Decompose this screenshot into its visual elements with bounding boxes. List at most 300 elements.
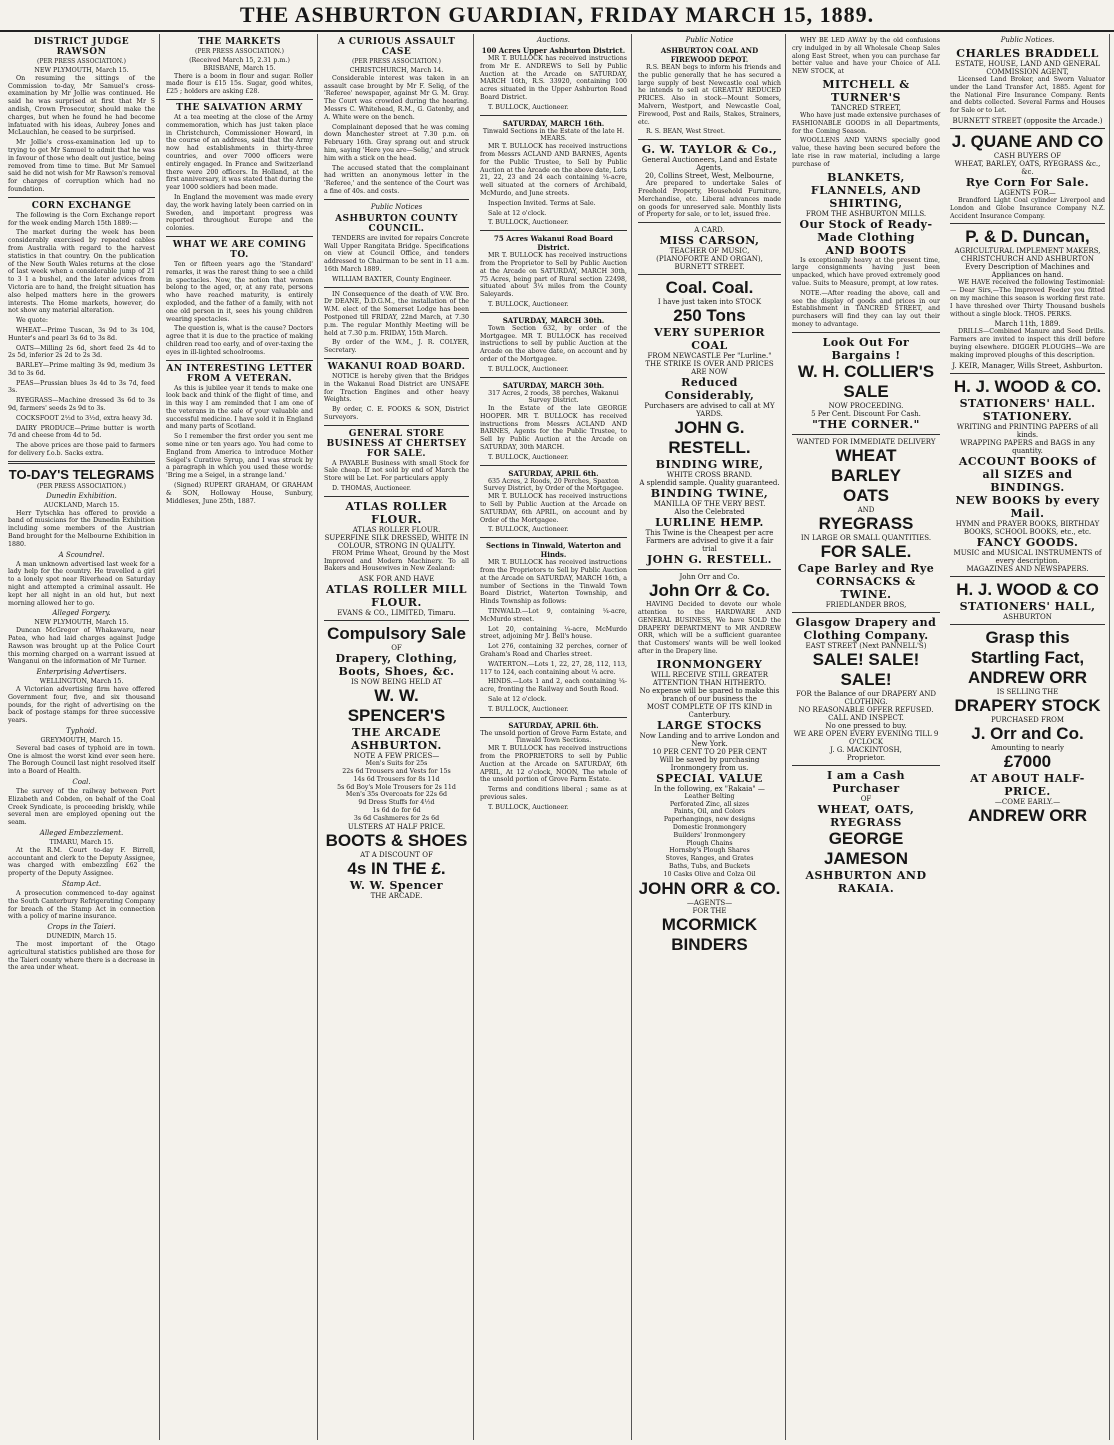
andrew-orr-name: ANDREW ORR — [968, 667, 1087, 687]
wood-line: WRITING and PRINTING PAPERS of all kinds. — [956, 422, 1099, 439]
coal-line: Purchasers are advised to call at MY YARDS. — [644, 402, 775, 419]
telegram-body: A man unknown advertised last week for a lady help for the country. He travelled a girl to a lonely spot near Riverhead on Saturday night and attempted a criminal assault. He kept her all night in an old hut, but next morning allowed her to go. — [8, 560, 155, 607]
for-sale-line: FOR SALE. — [820, 541, 912, 561]
coal-ad — [638, 278, 781, 566]
taylor-address: 20, Collins Street, West, Melbourne, — [644, 172, 775, 181]
divider — [166, 360, 313, 361]
woollen-line: WOOLLENS AND YARNS specially good value, these having been secured before the late rise in raw material, including a large purchase of — [792, 137, 940, 168]
quane-line: Brandford Light Coal cylinder Liverpool and London and Globe Insurance Company N.Z. Accident Insurance Company. — [950, 196, 1105, 220]
collier-name: W. H. COLLIER'S SALE — [797, 361, 935, 401]
ironmongery-heading: IRONMONGERY — [656, 657, 763, 671]
jameson-ad — [792, 769, 940, 895]
judge-paragraph-1: On resuming the sittings of the Commission to-day, Mr Samuel's cross-examination by Mr Jollie was continued. He said he was surprised at first that Mr S andish, Crown Prosecutor, should make the charges, but when he found he had become infatuated with his ideas, Aubrey Jones and McLauchlan, he ceased to be surprised. — [8, 74, 155, 137]
divider — [792, 434, 940, 435]
auction-time: Sale at 12 o'clock. — [488, 696, 547, 703]
of-line: OF — [860, 794, 872, 803]
telegram-title: A Scoundrel. — [58, 550, 105, 559]
wakanui-signature: By order, C. E. FOOKS & SON, District Surveyors. — [324, 406, 469, 421]
coming-to-heading: WHAT WE ARE COMING TO. — [172, 239, 307, 260]
card-address: BURNETT STREET. — [674, 263, 745, 272]
auction-heading: 75 Acres Wakanui Road Board District. — [494, 234, 613, 253]
atlas-mill: ATLAS ROLLER MILL FLOUR. — [326, 583, 467, 610]
duncan-line: AGRICULTURAL IMPLEMENT MAKERS, — [954, 247, 1101, 256]
mitchell-street: TANCRED STREET, — [831, 103, 901, 112]
mitchell-body: Who have just made extensive purchases of FASHIONABLE GOODS in all Departments, for the Coming Season. — [792, 111, 940, 135]
store-body: A PAYABLE Business with small Stock for Sale cheap. If not sold by end of March the Store will be Let. For particulars apply — [324, 459, 469, 483]
public-notice-label: Public Notice — [685, 36, 734, 44]
wood-line: MUSIC and MUSICAL INSTRUMENTS of every description. — [953, 548, 1102, 565]
column-3 — [320, 34, 474, 1440]
boots-line-3: AT A DISCOUNT OF — [360, 850, 433, 859]
coming-paragraph-2: The question is, what is the cause? Doctors agree that it is due to the practice of making children read too early, and of over-taxing the eyes in ill-lighted schoolrooms. — [166, 325, 313, 356]
j-orr-line: J. Orr and Co. — [971, 723, 1084, 743]
telegrams-subhead: (PER PRESS ASSOCIATION.) — [37, 482, 126, 490]
divider — [480, 537, 627, 538]
telegram-title: Alleged Forgery. — [52, 609, 111, 618]
coal-depot-signature: R. S. BEAN, West Street. — [646, 128, 726, 136]
orr-label: John Orr and Co. — [679, 573, 740, 582]
telegram-item — [8, 492, 155, 549]
corner-line: "THE CORNER." — [812, 417, 920, 431]
taylor-line: General Auctioneers, Land and Estate Agents, — [641, 156, 778, 173]
telegram-item — [8, 880, 155, 921]
special-item: Plough Chains — [686, 839, 733, 847]
store-signature: D. THOMAS, Auctioneer. — [332, 485, 412, 493]
braddell-body: Licensed Land Broker, and Sworn Valuator under the Land Transfer Act, 1885. Agent for the National Fire Insurance Company. Rents and debts collected. Several Farms and Houses for Sale or to Let. — [950, 76, 1105, 115]
cape-line: Cape Barley and Rye — [797, 561, 935, 575]
glasgow-name: Glasgow Drapery and Clothing Company. — [795, 615, 937, 642]
wheat-line: WHEAT — [835, 445, 897, 465]
masthead — [0, 0, 1114, 32]
judge-paragraph-2: Mr Jollie's cross-examination led up to trying to get Mr Samuel to admit that he was in favour of those who dealt out justice, being removed from time to time. But Mr Samuel said he did not wish for Mr Rawson's removal for charges of corruption which had no foundation. — [8, 139, 155, 193]
auction-lot: Lot 20, containing ¼-acre, McMurdo street, adjoining Mr J. Bell's house. — [480, 625, 627, 641]
auction-body: MR T. BULLOCK has received instructions from the Proprietor to Sell by Public Auction at the Arcade on SATURDAY, MARCH 30th, 75 Acres, being part of Rural section 22498, situated about 3¼ miles from the County Saleyards. — [480, 252, 627, 299]
special-item: Paperhangings, new designs — [663, 816, 756, 824]
divider — [638, 274, 781, 275]
council-heading: ASHBURTON COUNTY COUNCIL. — [335, 213, 458, 234]
stock-note: NOTE.—After reading the above, call and see the display of goods and prices in our Establishment in TANCRED STREET, and purchasers will find they can lay out their money to advantage. — [792, 289, 940, 328]
coming-paragraph-1: Ten or fifteen years ago the 'Standard' remarks, it was the rarest thing to see a child in spectacles. Now, the notion that women belong to the aged, or, at any rate, persons who have reached maturity, is entirely exploded, and the father of a family, with not one old person in it, sees his young children wearing spectacles. — [166, 260, 313, 323]
wood-line: WRAPPING PAPERS and BAGS in any quantity. — [960, 438, 1095, 455]
coal-line: VERY SUPERIOR COAL — [653, 326, 766, 353]
divider — [638, 222, 781, 223]
sale-line: SALE! SALE! SALE! — [812, 649, 920, 689]
divider — [324, 620, 469, 621]
auction-signature: T. BULLOCK, Auctioneer. — [488, 300, 569, 308]
restell-line: A splendid sample. Quality guaranteed. — [639, 479, 780, 488]
wood-line: NEW BOOKS by every Mail. — [955, 493, 1100, 520]
special-item: Hornsby's Plough Shares — [669, 847, 750, 855]
quote-heading: We quote: — [16, 317, 48, 325]
divider — [166, 236, 313, 237]
coal-line: Reduced Considerably, — [664, 376, 755, 403]
blankets-line: BLANKETS, FLANNELS, AND SHIRTING, — [810, 170, 922, 210]
atlas-subhead: ATLAS ROLLER FLOUR. — [352, 525, 441, 534]
comp-line-3: Drapery, Clothing, — [335, 652, 458, 666]
wood-line: HYMN and PRAYER BOOKS, BIRTHDAY BOOKS, SCHOOL BOOKS, etc., etc. — [955, 519, 1100, 536]
divider — [324, 199, 469, 200]
restell-line: BINDING WIRE, — [655, 458, 764, 472]
stock-body: Is exceptionally heavy at the present time, large consignments having just been unpacked, which have proved extremely good value. Suits to Measure, prompt, at low rates. — [792, 256, 940, 287]
auction-date: SATURDAY, APRIL 6th. — [508, 468, 599, 478]
card-sub: TEACHER OF MUSIC, — [669, 247, 750, 256]
auction-lot: WATERTON.—Lots 1, 22, 27, 28, 112, 113, 117 to 124, each containing about ¼ acre. — [480, 660, 627, 676]
wakanui-heading: WAKANUI ROAD BOARD. — [327, 361, 466, 372]
duncan-ad — [950, 227, 1105, 369]
duncan-signature: J. KEIR, Manager, Wills Street, Ashburton. — [952, 361, 1103, 370]
auction-body: In the Estate of the late GEORGE HOOPER. MR T. BULLOCK has received instructions from Messrs ACLAND AND BARNES, Agents for the Public Trustee, to Sell by Public Auction at the Arcade on SATURDAY, 30th MARCH. — [480, 405, 627, 452]
mackintosh-line: J. G. MACKINTOSH, — [830, 745, 902, 754]
wakanui-body: NOTICE is hereby given that the Bridges in the Wakanui Road District are UNSAFE for Traction Engines and other heavy Weights. — [324, 372, 469, 404]
auction-date: SATURDAY, MARCH 16th. — [502, 118, 605, 128]
wanted-line: WANTED FOR IMMEDIATE DELIVERY — [796, 437, 936, 446]
restell-name: JOHN G. RESTELL. — [646, 553, 773, 567]
iron-line: 10 PER CENT TO 20 PER CENT — [652, 747, 767, 756]
comp-line-4: Boots, Shoes, &c. — [338, 665, 455, 679]
telegram-item — [8, 923, 155, 972]
divider — [480, 717, 627, 718]
auction-body: MR T. BULLOCK has received instructions from Mr E. ANDREWS to Sell by Public Auction at the Arcade on SATURDAY, MARCH 16th, R.S. 33920, containing 100 acres situated in the Upper Ashburton Road Board District. — [480, 55, 627, 101]
wood2-line: ASHBURTON — [1003, 612, 1052, 621]
special-item: Perforated Zinc, all sizes — [669, 800, 750, 808]
divider — [950, 223, 1105, 224]
divider — [166, 99, 313, 100]
auction-heading: 100 Acres Upper Ashburton District. — [481, 46, 626, 55]
coal-line: I have just taken into STOCK — [657, 298, 762, 307]
duncan-body: DRILLS—Combined Manure and Seed Drills. Farmers are invited to inspect this drill before buying elsewhere. DIGGER PLOUGHS—We are making improved ploughs of this description. — [950, 328, 1105, 359]
restell-line: MANILLA OF THE VERY BEST. — [653, 500, 766, 509]
telegram-dateline: AUCKLAND, March 15. — [43, 501, 120, 509]
iron-line: Will be saved by purchasing Ironmongery from us. — [659, 755, 760, 772]
auction-heading: Sections in Tinwald, Waterton and Hinds. — [485, 541, 622, 560]
wood-ad — [950, 377, 1105, 573]
telegram-body: A Victorian advertising firm have offered Government four, five, and six thousand pounds, for the right of advertising on the back of postage stamps for three successive years. — [8, 686, 155, 725]
atlas-line: SUPERFINE SILK DRESSED, WHITE IN COLOUR, STRONG IN QUALITY. — [324, 533, 469, 550]
telegram-dateline: NEW PLYMOUTH, March 15. — [34, 619, 129, 627]
telegram-body: At the R.M. Court to-day F. Birrell, accountant and clerk to the Deputy Assignee, was charged with embezzling £62 the property of the Deputy Assignee. — [8, 846, 155, 878]
restell-line: This Twine is the Cheapest per acre Farmers are advised to give it a fair trial — [645, 529, 774, 554]
auction-date: SATURDAY, MARCH 30th. — [502, 380, 605, 390]
auction-body: MR T. BULLOCK has received instructions from the Proprietors to Sell by Public Auction at the Arcade on SATURDAY, MARCH 16th, a number of Sections in the Tinwald Town Board District, Waterton Township, and Hinds Township as follows: — [480, 559, 627, 606]
wood-line: STATIONERS' HALL. — [959, 396, 1096, 410]
telegram-title: Enterprising Advertisers. — [36, 668, 127, 677]
auction-date: SATURDAY, APRIL 6th. — [508, 720, 599, 730]
open-line: WE ARE OPEN EVERY EVENING TILL 9 O'CLOCK — [793, 729, 939, 746]
wood-line: MAGAZINES AND NEWSPAPERS. — [966, 564, 1089, 573]
auction-signature: T. BULLOCK, Auctioneer. — [488, 526, 569, 534]
glasgow-ad — [792, 616, 940, 762]
mitchell-name: MITCHELL & TURNER'S — [822, 77, 910, 104]
quane-line: WHEAT, BARLEY, OATS, RYEGRASS &c., &c. — [954, 159, 1101, 176]
iron-line: WILL RECEIVE STILL GREATER ATTENTION THAN HITHERTO. — [651, 670, 768, 687]
iron-line: MOST COMPLETE OF ITS KIND in Canterbury. — [646, 702, 773, 719]
army-paragraph-1: At a tea meeting at the close of the Army commemoration, which has just taken place in Christchurch, Commissioner Howard, in the course of an address, said that the Army now had establishments in thirty-three countries, and over 7000 officers were entirely engaged. In France and Switzerland there were 200 officers. In Holland, at the first anniversary, it was stated that during the year 1000 soldiers had been made. — [166, 113, 313, 192]
telegrams-heading: TO-DAY'S TELEGRAMS — [8, 466, 155, 482]
telegram-item — [8, 778, 155, 827]
markets-subhead: (PER PRESS ASSOCIATION.) — [195, 48, 284, 55]
auction-subhead: The unsold portion of Grove Farm Estate, and Tinwald Town Sections. — [480, 729, 627, 745]
council-signature: WILLIAM BAXTER, County Engineer. — [332, 275, 452, 283]
special-item: Paints, Oil, and Colors — [673, 808, 746, 816]
auction-signature: T. BULLOCK, Auctioneer. — [488, 219, 569, 227]
quote-line: DAIRY PRODUCE—Prime butter is worth 7d and cheese from 4d to 5d. — [8, 424, 155, 440]
quane-line: CASH BUYERS OF — [993, 151, 1062, 160]
special-item: Domestic Ironmongery — [672, 823, 747, 831]
wood2-line: STATIONERS' HALL, — [959, 599, 1096, 613]
special-sub: In the following, ex "Rakaia" — — [654, 784, 765, 793]
divider — [480, 312, 627, 313]
price-item: 14s 6d Trousers for 8s 11d — [353, 775, 440, 783]
mitchell-top: WHY BE LED AWAY by the old confusions cry indulged in by all Wholesale Cheap Sales along East Street, when you can purchase far better value and have your Choice of ALL NEW STOCK, at — [792, 37, 940, 76]
divider — [480, 465, 627, 466]
assault-paragraph-1: Considerable interest was taken in an assault case brought by Mr F. Selig, of the 'Referee' newspaper, against Mr G. M. Gray. The Court was crowded during the hearing. Messrs C. Whitehead, R.M., G. Gatenby, and A. White were on the bench. — [324, 74, 469, 121]
braddell-name: CHARLES BRADDELL — [956, 47, 1099, 60]
telegram-body: Duncan McGregor of Whakawaru, near Patea, who had laid charges against Judge Rawson was brought up at the Police Court this morning charged on a warrant issued at Wanganui on the information of Mr Turner. — [8, 627, 155, 666]
wide-ad-column — [788, 34, 944, 1440]
telegram-body: The most important of the Otago agricultural statistics published are those for the Taieri county where there is a decrease in the area under wheat. — [8, 940, 155, 972]
divider — [638, 139, 781, 140]
auctions-label: Auctions. — [536, 36, 571, 44]
boots-line-1: ULSTERS AT HALF PRICE. — [347, 822, 446, 831]
telegram-dateline: GREYMOUTH, March 15. — [40, 736, 123, 744]
atlas-flour-ad — [324, 500, 469, 617]
restell-line: WHITE CROSS BRAND. — [666, 471, 753, 480]
half-price-line: AT ABOUT HALF-PRICE. — [970, 771, 1085, 798]
duncan-body: WE HAVE received the following Testimonial:— Dear Sirs,—The Improved Feeder you fitted on my machine this season is working first rate. I have threshed over Thirty Thousand bushels without a single block. THOS. PERKS. — [950, 279, 1105, 318]
collier-ad — [792, 336, 940, 431]
coal-depot-body: R.S. BEAN begs to inform his friends and the public generally that he has secured a large supply of best Newcastle coal which he intends to sell at GREATLY REDUCED PRICES. Also in stock—Mount Somers, Malvern, Westport, and Newcastle Coal, Firewood, Post and Rails, Stakes, Strainers, etc. — [638, 64, 781, 126]
divider — [480, 377, 627, 378]
braddell-ad — [950, 47, 1105, 125]
ryegrass-line: RYEGRASS — [818, 513, 914, 533]
coal-line: FROM NEWCASTLE Per "Lurline." — [647, 352, 772, 361]
cash-line: I am a Cash Purchaser — [826, 768, 906, 795]
divider — [8, 461, 155, 464]
price-item: 9d Dress Stuffs for 4½d — [358, 799, 435, 807]
comp-line-7: THE ARCADE — [352, 726, 441, 740]
telegram-title: Dunedin Exhibition. — [46, 491, 117, 500]
stock-line-1: Our Stock of Ready-Made Clothing — [799, 217, 933, 244]
auction-subhead: 317 Acres, 2 roods, 38 perches, Wakanui Survey District. — [488, 389, 619, 405]
quane-name: J. QUANE AND CO — [951, 131, 1104, 151]
telegram-title: Crops in the Taieri. — [47, 923, 116, 932]
oats-line: OATS — [843, 485, 889, 505]
telegram-title: Coal. — [72, 777, 91, 786]
masthead-title: THE ASHBURTON GUARDIAN, FRIDAY MARCH 15, 1889. — [239, 2, 875, 27]
masonic-notice: IN Consequence of the death of V.W. Bro. Dr DEANE, D.D.G.M., the installation of the W.M. elect of the Somerset Lodge has been Postponed till FRIDAY, 22nd March, at 7.30 p.m. The regular Monthly Meeting will be held at 7.30 p.m. FRIDAY, 15th March. — [324, 290, 469, 337]
quane-line: Rye Corn For Sale. — [965, 175, 1090, 189]
pounds-line: £7000 — [1003, 751, 1052, 771]
quote-line: BARLEY—Prime malting 3s 9d, medium 3s 3d to 3s 6d. — [8, 362, 155, 377]
divider — [950, 373, 1105, 374]
markets-dateline: BRISBANE, March 15. — [203, 64, 276, 72]
rakaia-line: ASHBURTON AND RAKAIA. — [805, 868, 927, 895]
atlas-body: FROM Prime Wheat, Ground by the Most Improved and Modern Machinery. To all Bakers and Housewives in New Zealand: — [324, 549, 469, 573]
duncan-line: Every Description of Machines and Appliances on hand. — [965, 263, 1090, 280]
orr-body: HAVING Decided to devote our whole attention to the HARDWARE AND GENERAL BUSINESS, We have SOLD the DRAPERY DEPARTMENT to MR ANDREW ORR, which will be a sufficient guarantee that Customers' wants will be well looked after in the Drapery line. — [638, 601, 781, 655]
divider — [480, 230, 627, 231]
quote-line: RYEGRASS—Machine dressed 3s 6d to 3s 9d, farmers' seeds 2s 9d to 3s. — [8, 397, 155, 413]
boots-line-4: 4s IN THE £. — [347, 858, 446, 878]
newspaper-page — [4, 34, 1110, 1440]
comp-line-1: Compulsory Sale — [327, 624, 466, 644]
assault-subhead: (PER PRESS ASSOCIATION.) — [352, 58, 441, 65]
auction-time: Sale at 12 o'clock. — [488, 209, 547, 217]
card-name: MISS CARSON, — [659, 234, 760, 248]
discount-line: 5 Per Cent. Discount For Cash. — [811, 409, 921, 418]
quote-line: COCKSFOOT 2½d to 3½d, extra heavy 3d. — [16, 414, 153, 422]
iron-line: LARGE STOCKS — [657, 718, 762, 732]
judge-subhead: (PER PRESS ASSOCIATION.) — [37, 58, 126, 65]
special-item: Leather Belting — [684, 792, 735, 800]
telegram-dateline: TIMARU, March 15. — [49, 838, 114, 846]
taylor-ad — [638, 143, 781, 219]
auction-body: MR T. BULLOCK has received instructions to Sell by Public Auction at the Arcade on SATURDAY, 6th APRIL, on account and by Order of the Mortgagee. — [480, 493, 627, 524]
quote-line: OATS—Milling 2s 6d, short feed 2s 4d to 2s 5d, inferior 2s 2d to 2s 3d. — [8, 344, 155, 360]
orr-big: JOHN ORR & CO. — [638, 878, 781, 898]
come-early-line: —COME EARLY.— — [994, 797, 1061, 806]
quote-line: PEAS—Prussian blues 3s 4d to 3s 7d, feed 3s. — [8, 379, 155, 395]
bargain-line: Look Out For Bargains ! — [822, 335, 910, 362]
boots-line-2: BOOTS & SHOES — [325, 830, 468, 850]
price-item: 1s 6d do for 6d — [372, 807, 421, 815]
refused-line: NO REASONABLE OFFER REFUSED. — [798, 705, 934, 714]
cornsacks-line: CORNSACKS & TWINE. — [816, 574, 916, 601]
auction-date: SATURDAY, MARCH 30th. — [502, 315, 605, 325]
agents-line: FOR THE — [692, 906, 727, 915]
quote-footer: The above prices are those paid to farmers for delivery f.o.b. Sacks extra. — [8, 442, 155, 458]
restell-name: JOHN G. RESTELL. — [668, 418, 751, 458]
wood-ad-2 — [950, 580, 1105, 621]
markets-received: (Received March 15, 2.31 p.m.) — [189, 57, 290, 64]
store-heading: GENERAL STORE BUSINESS AT CHERTSEY FOR SALE. — [326, 428, 467, 459]
assault-paragraph-3: The accused stated that the complainant had written an anonymous letter in the 'Referee,' and the sentence of the Court was a fine of 40s. and costs. — [324, 164, 469, 195]
comp-line-8: ASHBURTON. — [351, 739, 442, 753]
auction-body: Town Section 632, by order of the Mortgagee. MR T. BULLOCK has received instructions to sell by public Auction at the Arcade on the above date, on account and by order of the Mortgagee. — [480, 324, 627, 363]
restell-line: Also the Celebrated — [674, 508, 745, 517]
grasp-line: Grasp this Startling Fact, — [970, 627, 1085, 667]
jameson-name: GEORGE JAMESON — [823, 828, 909, 868]
duncan-name: P. & D. Duncan, — [965, 227, 1090, 247]
divider — [8, 197, 155, 198]
divider — [324, 496, 469, 497]
auction-lot: TINWALD.—Lot 9, containing ¼-acre, McMurdo street. — [480, 608, 627, 623]
telegram-title: Stamp Act. — [61, 879, 102, 888]
auction-signature: T. BULLOCK, Auctioneer. — [488, 103, 569, 111]
boots-line-6: THE ARCADE. — [370, 891, 423, 900]
divider — [324, 425, 469, 426]
divider — [638, 569, 781, 570]
coal-tons: 250 Tons — [673, 306, 746, 326]
price-item: Men's Suits for 25s — [365, 760, 428, 768]
special-item: Baths, Tubs, and Buckets — [668, 862, 751, 870]
music-card-ad — [638, 226, 781, 271]
telegram-item — [8, 609, 155, 666]
duncan-line: CHRISTCHURCH AND ASHBURTON — [961, 255, 1094, 264]
blankets-sub: FROM THE ASHBURTON MILLS. — [805, 209, 927, 218]
glasgow-street: EAST STREET (Next PANNELL'S) — [805, 641, 927, 650]
auction-body: MR T. BULLOCK has received instructions from Messrs ACLAND AND BARNES, Agents for the Public Trustee, to Sell by Public Auction at the Arcade on the above date, Lots 21, 22, 23 and 24 each containing ¼-acre, well situated at the corners of Archibald, McMurdo, and June streets. — [480, 143, 627, 197]
proprietor-line: Proprietor. — [846, 753, 886, 762]
auction-signature: T. BULLOCK, Auctioneer. — [488, 453, 569, 461]
corn-paragraph-2: The market during the week has been considerably exercised by repeated cables from Australia with regard to the harvest statistics in that country. On the publication of the New South Wales returns at the close of last week when a considerable jump of 21 to 3 1 a bushel, and the later advices from Victoria are to hand, the freight situation has also helped matters here in the growers interests. The Home markets, however, do not show any material alteration. — [8, 229, 155, 315]
restell-line: LURLINE HEMP. — [655, 516, 764, 530]
public-notices-label: Public Notices. — [1000, 36, 1055, 44]
corn-exchange-heading: CORN EXCHANGE — [31, 200, 132, 211]
quote-line: WHEAT—Prime Tuscan, 3s 9d to 3s 10d, Hunter's and pearl 3s 6d to 3s 8d. — [8, 326, 155, 342]
quane-ad — [950, 132, 1105, 220]
letter-paragraph-2: So I remember the first order you sent me some nine or ten years ago. You had come to England from America to introduce Mother Seigel's Curative Syrup, and I was struck by a paragraph in which you used these words: 'Bring me a Seigel, in a strange land.' — [166, 433, 313, 480]
card-sub2: (PIANOFORTE AND ORGAN), — [656, 255, 763, 264]
andrew-orr-ad — [950, 628, 1105, 826]
telegram-dateline: WELLINGTON, March 15. — [39, 678, 124, 686]
comp-line-5: IS NOW BEING HELD AT — [350, 678, 443, 687]
mccormick-binders: MCORMICK BINDERS — [661, 914, 758, 954]
masonic-signature: By order of the W.M., J. R. COLYER, Secretary. — [324, 339, 469, 355]
letter-signature: (Signed) RUPERT GRAHAM, Of GRAHAM & SON, Holloway House, Sunbury, Middlesex, June 25th, 1887. — [166, 482, 313, 505]
divider — [950, 576, 1105, 577]
divider — [324, 287, 469, 288]
divider — [792, 612, 940, 613]
auction-signature: T. BULLOCK, Auctioneer. — [488, 705, 569, 713]
atlas-ask: ASK FOR AND HAVE — [358, 575, 435, 584]
special-item: Builders' Ironmongery — [673, 831, 746, 839]
auction-lot: Lot 276, containing 32 perches, corner of Graham's Road and Charles street. — [480, 643, 627, 659]
balance-line: FOR the Balance of our DRAPERY AND CLOTHING. — [795, 689, 937, 706]
council-body: TENDERS are invited for repairs Concrete Wall Upper Rangitata Bridge. Specifications on view at Council Office, and tenders addressed to Chairman to be sent in 11 a.m. 16th March 1889. — [324, 234, 469, 273]
comp-line-6: W. W. SPENCER'S — [347, 686, 446, 726]
selling-line: IS SELLING THE — [996, 687, 1059, 696]
telegram-title: Typhoid. — [66, 726, 97, 735]
special-heading: SPECIAL VALUE — [656, 771, 763, 785]
pressed-line: No one pressed to buy. — [825, 721, 907, 730]
wheat-oats-line: WHEAT, OATS, RYEGRASS — [817, 802, 915, 829]
telegram-item — [8, 829, 155, 878]
public-notices-label: Public Notices — [370, 202, 423, 211]
judge-dateline: NEW PLYMOUTH, March 15. — [34, 67, 129, 74]
mitchell-turner-ad — [792, 37, 940, 329]
duncan-date: March 11th, 1889. — [994, 320, 1061, 329]
army-paragraph-2: In England the movement was made every day, the work having lately been carried on in Sweden, and important progress was reported throughout Europe and the colonies. — [166, 193, 313, 233]
assault-dateline: CHRISTCHURCH, March 14. — [349, 67, 444, 74]
column-5 — [634, 34, 786, 1440]
barley-line: BARLEY — [831, 465, 901, 485]
divider — [324, 358, 469, 359]
telegram-item — [8, 551, 155, 608]
markets-heading: THE MARKETS — [198, 37, 281, 47]
iron-line: Now Landing and to arrive London and New York. — [639, 731, 780, 748]
auction-lot: HINDS.—Lots 1 and 2, each containing ¼-acre, fronting the Railway and South Road. — [480, 678, 627, 694]
comp-line-2: OF — [391, 644, 402, 653]
orr-ad — [638, 573, 781, 954]
column-7 — [946, 34, 1110, 1440]
assault-paragraph-2: Complainant deposed that he was coming down Manchester street at 7.30 p.m. on February 16th. Gray sprang out and struck him, saying 'Here you are—Selig,' and struck him with a stick on the head. — [324, 123, 469, 162]
telegram-body: A prosecution commenced to-day against the South Canterbury Refrigerating Company for breach of the Stamp Act in connection with a policy of marine insurance. — [8, 889, 155, 921]
quantities-line: IN LARGE OR SMALL QUANTITIES. — [800, 533, 932, 542]
price-item: 3s 6d Cashmeres for 2s 6d — [353, 814, 440, 822]
wood-line: FANCY GOODS. — [976, 535, 1079, 549]
veteran-letter-heading: AN INTERESTING LETTER FROM A VETERAN. — [166, 363, 313, 384]
andrew-orr-name: ANDREW ORR — [968, 805, 1087, 825]
braddell-line: ESTATE, HOUSE, LAND AND GENERAL COMMISSION AGENT, — [955, 60, 1100, 76]
wood-line: ACCOUNT BOOKS of all SIZES and BINDINGS. — [958, 454, 1097, 494]
column-1 — [4, 34, 160, 1440]
auction-signature: T. BULLOCK, Auctioneer. — [488, 803, 569, 811]
and-line: AND — [857, 505, 875, 514]
braddell-address: BURNETT STREET (opposite the Arcade.) — [952, 116, 1103, 125]
agents-line: —AGENTS— — [686, 898, 733, 907]
coal-title: Coal. Coal. — [665, 278, 754, 298]
